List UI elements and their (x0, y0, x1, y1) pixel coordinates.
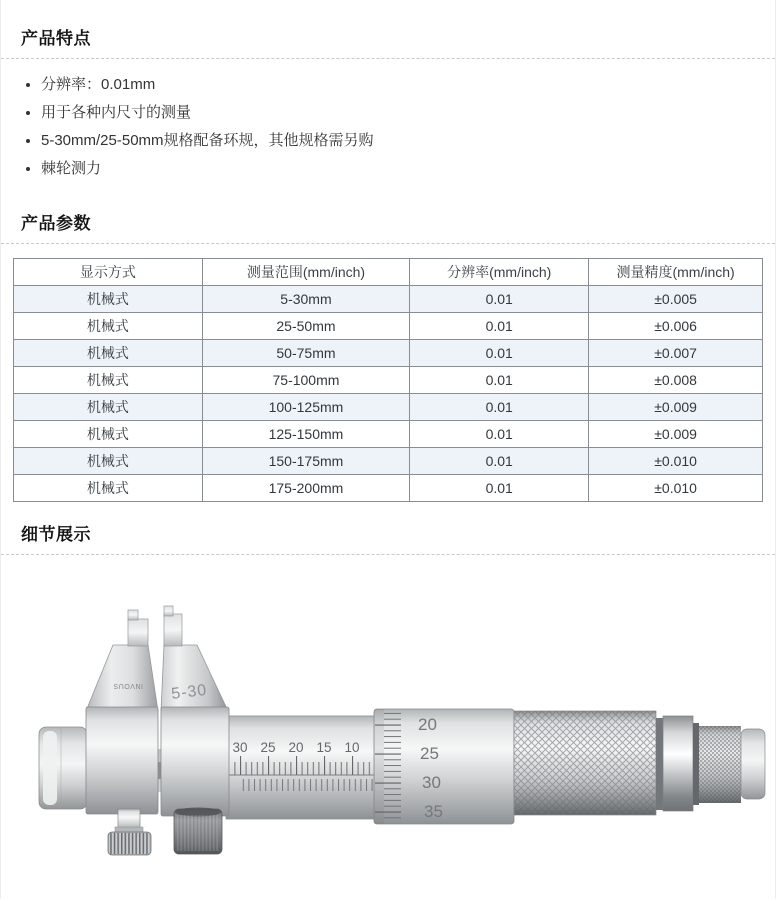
cell-accuracy: ±0.009 (589, 421, 763, 448)
cell-display-type: 机械式 (14, 286, 203, 313)
table-header-cell: 分辨率(mm/inch) (410, 259, 589, 286)
feature-item: • 棘轮测力 (41, 155, 775, 183)
section-details (1, 502, 775, 899)
grip-step (656, 718, 663, 810)
cell-accuracy: ±0.006 (589, 313, 763, 340)
cell-accuracy: ±0.008 (589, 367, 763, 394)
table-row (14, 313, 763, 340)
brand-marking: INVOUS (113, 682, 143, 689)
cell-display-type: 机械式 (14, 394, 203, 421)
cell-resolution: 0.01 (410, 421, 589, 448)
cell-resolution: 0.01 (410, 394, 589, 421)
cell-display-type: 机械式 (14, 475, 203, 502)
cell-range: 5-30mm (202, 286, 409, 313)
spindle-ring (663, 716, 693, 811)
knurled-grip (514, 711, 656, 815)
table-row (14, 286, 763, 313)
sleeve-number: 15 (316, 740, 332, 755)
feature-item: • 分辨率：0.01mm (41, 71, 775, 99)
table-row (14, 394, 763, 421)
lock-screw-large (174, 808, 222, 855)
params-table (13, 258, 763, 502)
cell-range: 175-200mm (202, 475, 409, 502)
jaw-left (86, 610, 158, 814)
left-anvil-cap (39, 727, 87, 809)
ratchet-cap (741, 729, 765, 799)
thimble-number: 25 (420, 744, 439, 763)
table-row (14, 475, 763, 502)
cell-accuracy: ±0.005 (589, 286, 763, 313)
thimble-number: 20 (418, 715, 437, 734)
cell-resolution: 0.01 (410, 313, 589, 340)
cell-range: 75-100mm (202, 367, 409, 394)
section-params (1, 193, 775, 502)
ratchet-stop (699, 726, 765, 803)
sleeve-number: 30 (232, 740, 248, 755)
cell-resolution: 0.01 (410, 475, 589, 502)
sleeve-number: 20 (288, 740, 304, 755)
cell-range: 25-50mm (202, 313, 409, 340)
params-title: 产品参数 (1, 193, 775, 244)
cell-accuracy: ±0.009 (589, 394, 763, 421)
lock-screw-small (108, 809, 151, 855)
micrometer-figure (31, 599, 771, 899)
cell-resolution: 0.01 (410, 367, 589, 394)
params-table-wrap (13, 258, 763, 502)
cell-accuracy: ±0.010 (589, 475, 763, 502)
cell-display-type: 机械式 (14, 367, 203, 394)
micrometer-illustration (31, 599, 771, 899)
cell-resolution: 0.01 (410, 340, 589, 367)
thimble (374, 709, 514, 824)
table-header-cell: 显示方式 (14, 259, 203, 286)
table-header-cell: 测量精度(mm/inch) (589, 259, 763, 286)
thimble-number: 30 (422, 773, 441, 792)
ratchet-groove (693, 723, 699, 805)
cell-range: 125-150mm (202, 421, 409, 448)
table-row (14, 367, 763, 394)
cell-display-type: 机械式 (14, 313, 203, 340)
feature-item: • 用于各种内尺寸的测量 (41, 99, 775, 127)
details-title: 细节展示 (1, 502, 775, 555)
cell-resolution: 0.01 (410, 286, 589, 313)
cell-accuracy: ±0.007 (589, 340, 763, 367)
cell-resolution: 0.01 (410, 448, 589, 475)
features-title: 产品特点 (1, 0, 775, 59)
sleeve-number: 25 (260, 740, 276, 755)
range-marking: 5-30 (170, 681, 209, 703)
jaw-right (161, 606, 229, 816)
cell-range: 150-175mm (202, 448, 409, 475)
table-row (14, 340, 763, 367)
table-row (14, 448, 763, 475)
cell-display-type: 机械式 (14, 421, 203, 448)
section-features (1, 0, 775, 183)
table-row (14, 421, 763, 448)
cell-range: 100-125mm (202, 394, 409, 421)
cell-display-type: 机械式 (14, 448, 203, 475)
cell-accuracy: ±0.010 (589, 448, 763, 475)
table-header-row (14, 259, 763, 286)
cell-range: 50-75mm (202, 340, 409, 367)
thimble-number: 35 (424, 802, 443, 821)
cell-display-type: 机械式 (14, 340, 203, 367)
sleeve-number: 10 (344, 740, 360, 755)
feature-item: • 5-30mm/25-50mm规格配备环规，其他规格需另购 (41, 127, 775, 155)
features-list (1, 71, 775, 183)
table-header-cell: 测量范围(mm/inch) (202, 259, 409, 286)
